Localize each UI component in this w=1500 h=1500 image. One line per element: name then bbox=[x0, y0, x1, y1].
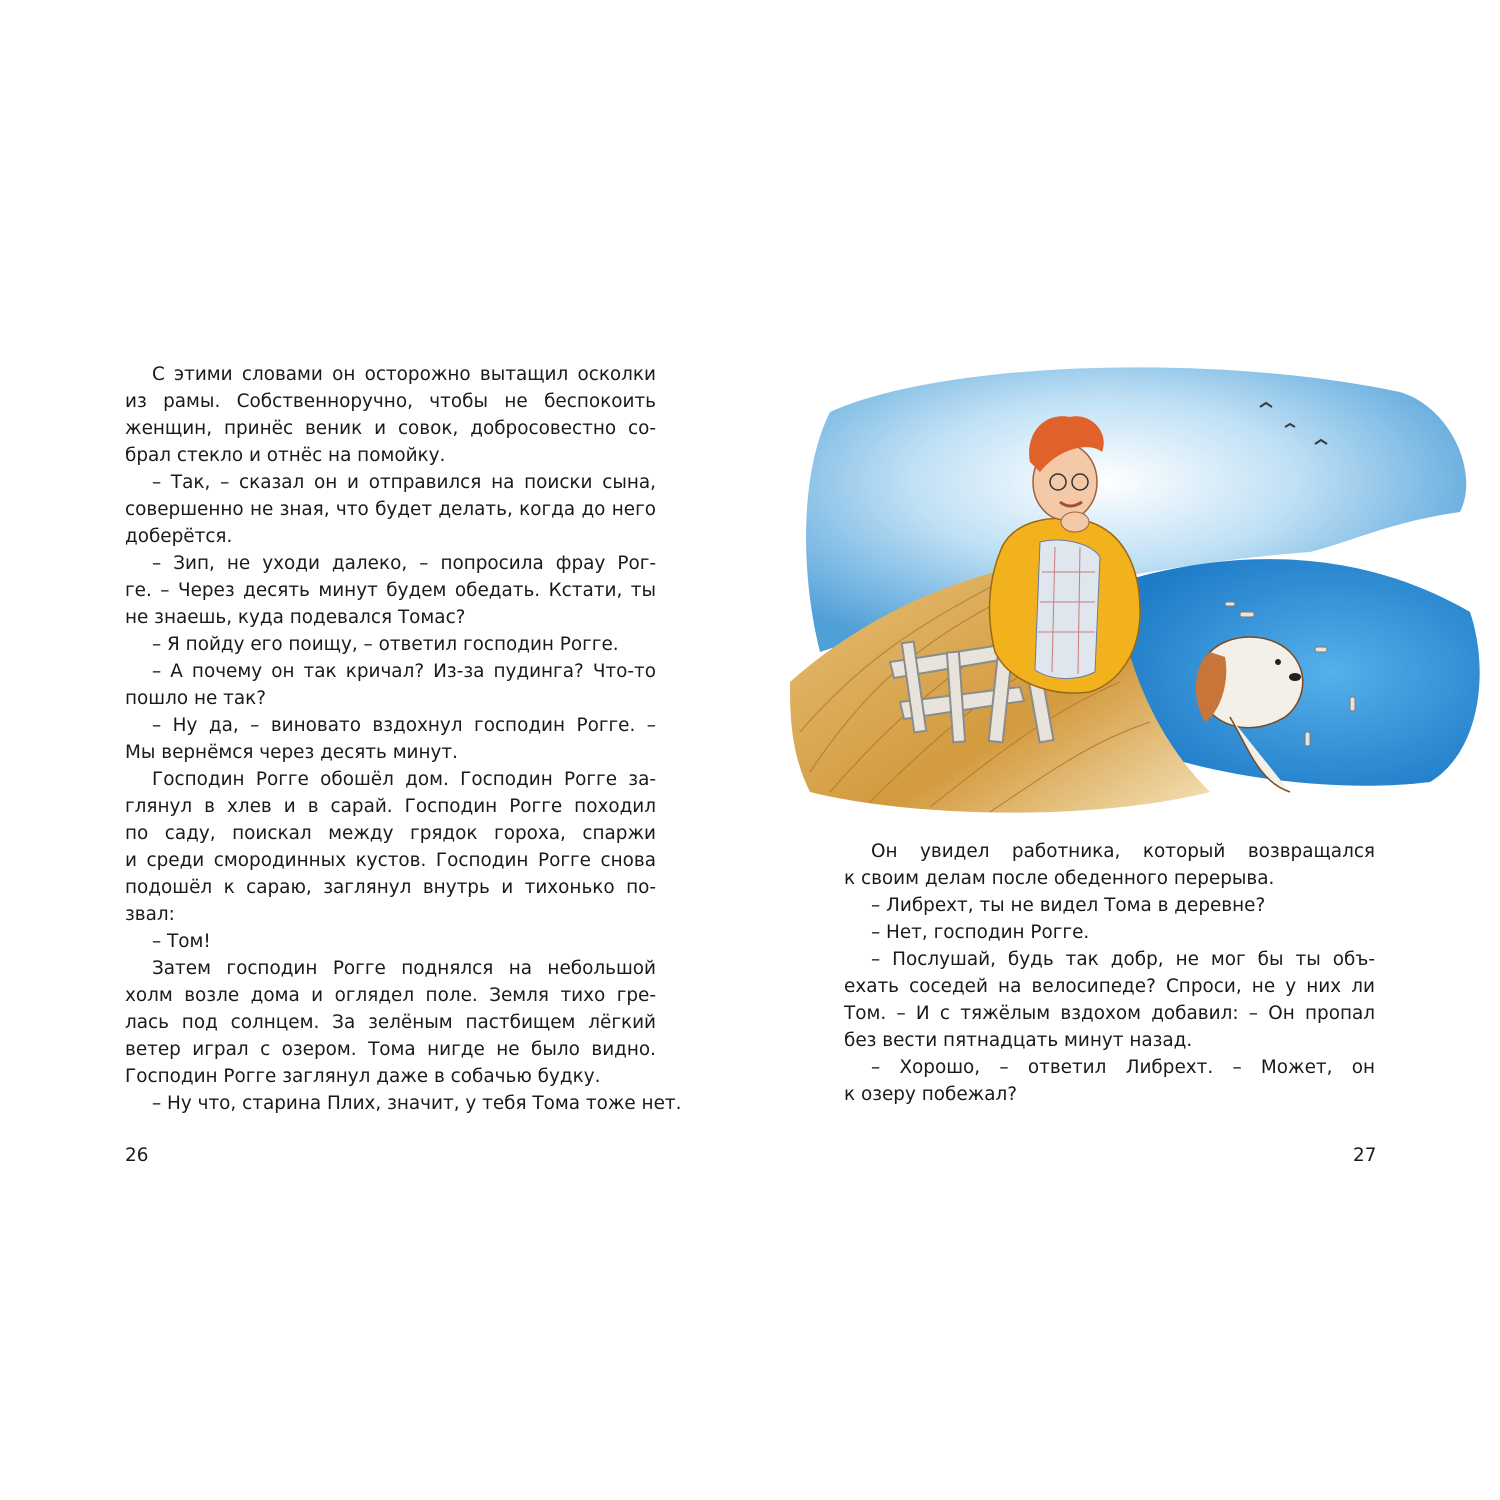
text-line: – Ну что, старина Плих, значит, у тебя Тома тоже нет. bbox=[152, 1093, 682, 1114]
text-line: ветер играл с озером. Тома нигде не было видно. bbox=[125, 1039, 656, 1060]
text-line: без вести пятнадцать минут назад. bbox=[844, 1030, 1193, 1051]
text-line: доберётся. bbox=[125, 526, 233, 547]
text-line: – Нет, господин Рогге. bbox=[871, 922, 1090, 943]
text-line: лась под солнцем. За зелёным пастбищем лёгкий bbox=[125, 1012, 656, 1033]
text-line: Господин Рогге заглянул даже в собачью будку. bbox=[125, 1066, 601, 1087]
text-line: С этими словами он осторожно вытащил осколки bbox=[152, 364, 656, 385]
text-line: Мы вернёмся через десять минут. bbox=[125, 742, 458, 763]
text-line: не знаешь, куда подевался Томас? bbox=[125, 607, 466, 628]
text-line: Господин Рогге обошёл дом. Господин Рогге за- bbox=[152, 769, 656, 790]
text-line: пошло не так? bbox=[125, 688, 266, 709]
text-line: брал стекло и отнёс на помойку. bbox=[125, 445, 446, 466]
text-line: холм возле дома и оглядел поле. Земля тихо гре- bbox=[125, 985, 656, 1006]
text-line: глянул в хлев и в сарай. Господин Рогге походил bbox=[125, 796, 656, 817]
text-line: – А почему он так кричал? Из-за пудинга? Что-то bbox=[152, 661, 656, 682]
text-line: Он увидел работника, который возвращался bbox=[871, 841, 1375, 862]
page-number-right: 27 bbox=[1353, 1145, 1377, 1166]
text-line: совершенно не зная, что будет делать, когда до него bbox=[125, 499, 656, 520]
text-line: подошёл к сараю, заглянул внутрь и тихонько по- bbox=[125, 877, 656, 898]
text-line: к своим делам после обеденного перерыва. bbox=[844, 868, 1275, 889]
text-line: – Послушай, будь так добр, не мог бы ты объ- bbox=[871, 949, 1375, 970]
left-page-text bbox=[125, 361, 682, 1117]
text-line: из рамы. Собственноручно, чтобы не беспокоить bbox=[125, 391, 656, 412]
page-number-left: 26 bbox=[125, 1145, 149, 1166]
text-line: – Ну да, – виновато вздохнул господин Рогге. – bbox=[152, 715, 656, 736]
text-line: – Хорошо, – ответил Либрехт. – Может, он bbox=[871, 1057, 1375, 1078]
text-line: Том. – И с тяжёлым вздохом добавил: – Он пропал bbox=[844, 1003, 1375, 1024]
text-line: – Либрехт, ты не видел Тома в деревне? bbox=[871, 895, 1266, 916]
text-line: звал: bbox=[125, 904, 175, 925]
text-line: – Я пойду его поищу, – ответил господин Рогге. bbox=[152, 634, 619, 655]
text-line: ге. – Через десять минут будем обедать. Кстати, ты bbox=[125, 580, 656, 601]
text-line: – Так, – сказал он и отправился на поиски сына, bbox=[152, 472, 656, 493]
text-line: ехать соседей на велосипеде? Спроси, не у них ли bbox=[844, 976, 1375, 997]
right-page-text bbox=[844, 838, 1375, 1108]
text-line: по саду, поискал между грядок гороха, спаржи bbox=[125, 823, 656, 844]
text-line: к озеру побежал? bbox=[844, 1084, 1017, 1105]
text-line: женщин, принёс веник и совок, добросовестно со- bbox=[125, 418, 656, 439]
text-line: – Том! bbox=[152, 931, 211, 952]
text-line: – Зип, не уходи далеко, – попросила фрау Рог- bbox=[152, 553, 656, 574]
text-line: Затем господин Рогге поднялся на небольшой bbox=[152, 958, 656, 979]
text-line: и среди смородинных кустов. Господин Рогге снова bbox=[125, 850, 656, 871]
man-shirt bbox=[1035, 540, 1100, 678]
right-page bbox=[750, 0, 1500, 1500]
man-and-dog-on-hill-illustration bbox=[790, 352, 1480, 822]
